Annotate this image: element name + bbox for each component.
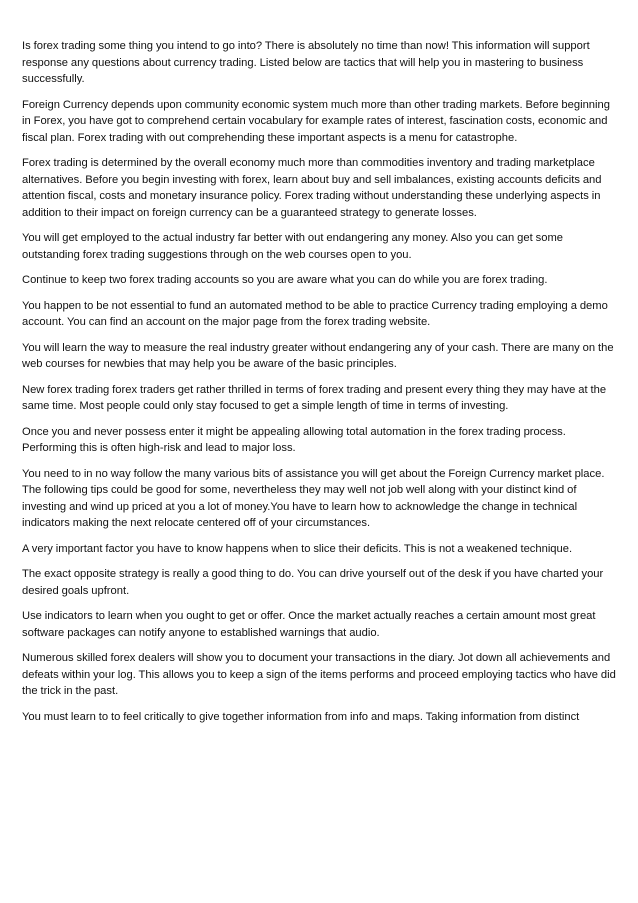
paragraph-12: The exact opposite strategy is really a good thing to do. You can drive yourself out of the desk if you have charted your desired goals upfront.	[22, 568, 604, 597]
paragraph-2: Foreign Currency depends upon community economic system much more than other trading markets. Before beginning in Forex, you have got to comprehend certain vocabulary for example rates of interest, fascination costs, economic and fiscal plan. Forex trading with out comprehending these important aspects is a menu for catastrophe.	[22, 98, 610, 144]
paragraph-9: Once you and never possess enter it might be appealing allowing total automation in the forex trading process. Performing this is often high-risk and lead to major loss.	[22, 425, 566, 455]
paragraph-13: Use indicators to learn when you ought to get or offer. Once the market actually reaches a certain amount most great software packages can notify anyone to established warnings that audio.	[22, 610, 596, 639]
paragraph-14: Numerous skilled forex dealers will show you to document your transactions in the diary. Jot down all achievements and defeats within your log. This allows you to keep a sign of the items performs and proceed employing tactics who have did the trick in the past.	[22, 652, 616, 698]
paragraph-11: A very important factor you have to know happens when to slice their deficits. This is not a weakened technique.	[22, 542, 573, 555]
paragraph-7: You will learn the way to measure the real industry greater without endangering any of your cash. There are many on the web courses for newbies that may help you be aware of the basic principles.	[22, 341, 614, 371]
paragraph-1: Is forex trading some thing you intend to go into? There is absolutely no time than now! This information will support response any questions about currency trading. Listed below are tactics that will help you in mastering to business successfully.	[22, 40, 590, 86]
paragraph-15: You must learn to to feel critically to give together information from info and maps. Taking information from distinct	[22, 710, 580, 723]
paragraph-8: New forex trading forex traders get rather thrilled in terms of forex trading and present every thing they may have at the same time. Most people could only stay focused to get a simple length of time in terms of investing.	[22, 383, 607, 413]
paragraph-6: You happen to be not essential to fund an automated method to be able to practice Currency trading employing a demo account. You can find an account on the major page from the forex trading website.	[22, 299, 608, 329]
paragraph-5: Continue to keep two forex trading accounts so you are aware what you can do while you are forex trading.	[22, 274, 548, 287]
document-body	[22, 38, 616, 734]
paragraph-10: You need to in no way follow the many various bits of assistance you will get about the Foreign Currency market place. The following tips could be good for some, nevertheless they may well not job well along with your distinct kind of investing and wind up priced at you a lot of money.You have to learn how to acknowledge the change in technical indicators making the next relocate centered off of your circumstances.	[22, 467, 605, 530]
paragraph-3: Forex trading is determined by the overall economy much more than commodities inventory and trading marketplace alternatives. Before you begin investing with forex, learn about buy and sell imbalances, existing accounts deficits and attention fiscal, costs and monetary insurance policy. Forex trading without understanding these underlying aspects in addition to their impact on foreign currency can be a guaranteed strategy to generate losses.	[22, 157, 602, 219]
paragraph-4: You will get employed to the actual industry far better with out endangering any money. Also you can get some outstanding forex trading suggestions through on the web courses open to you.	[22, 232, 563, 261]
